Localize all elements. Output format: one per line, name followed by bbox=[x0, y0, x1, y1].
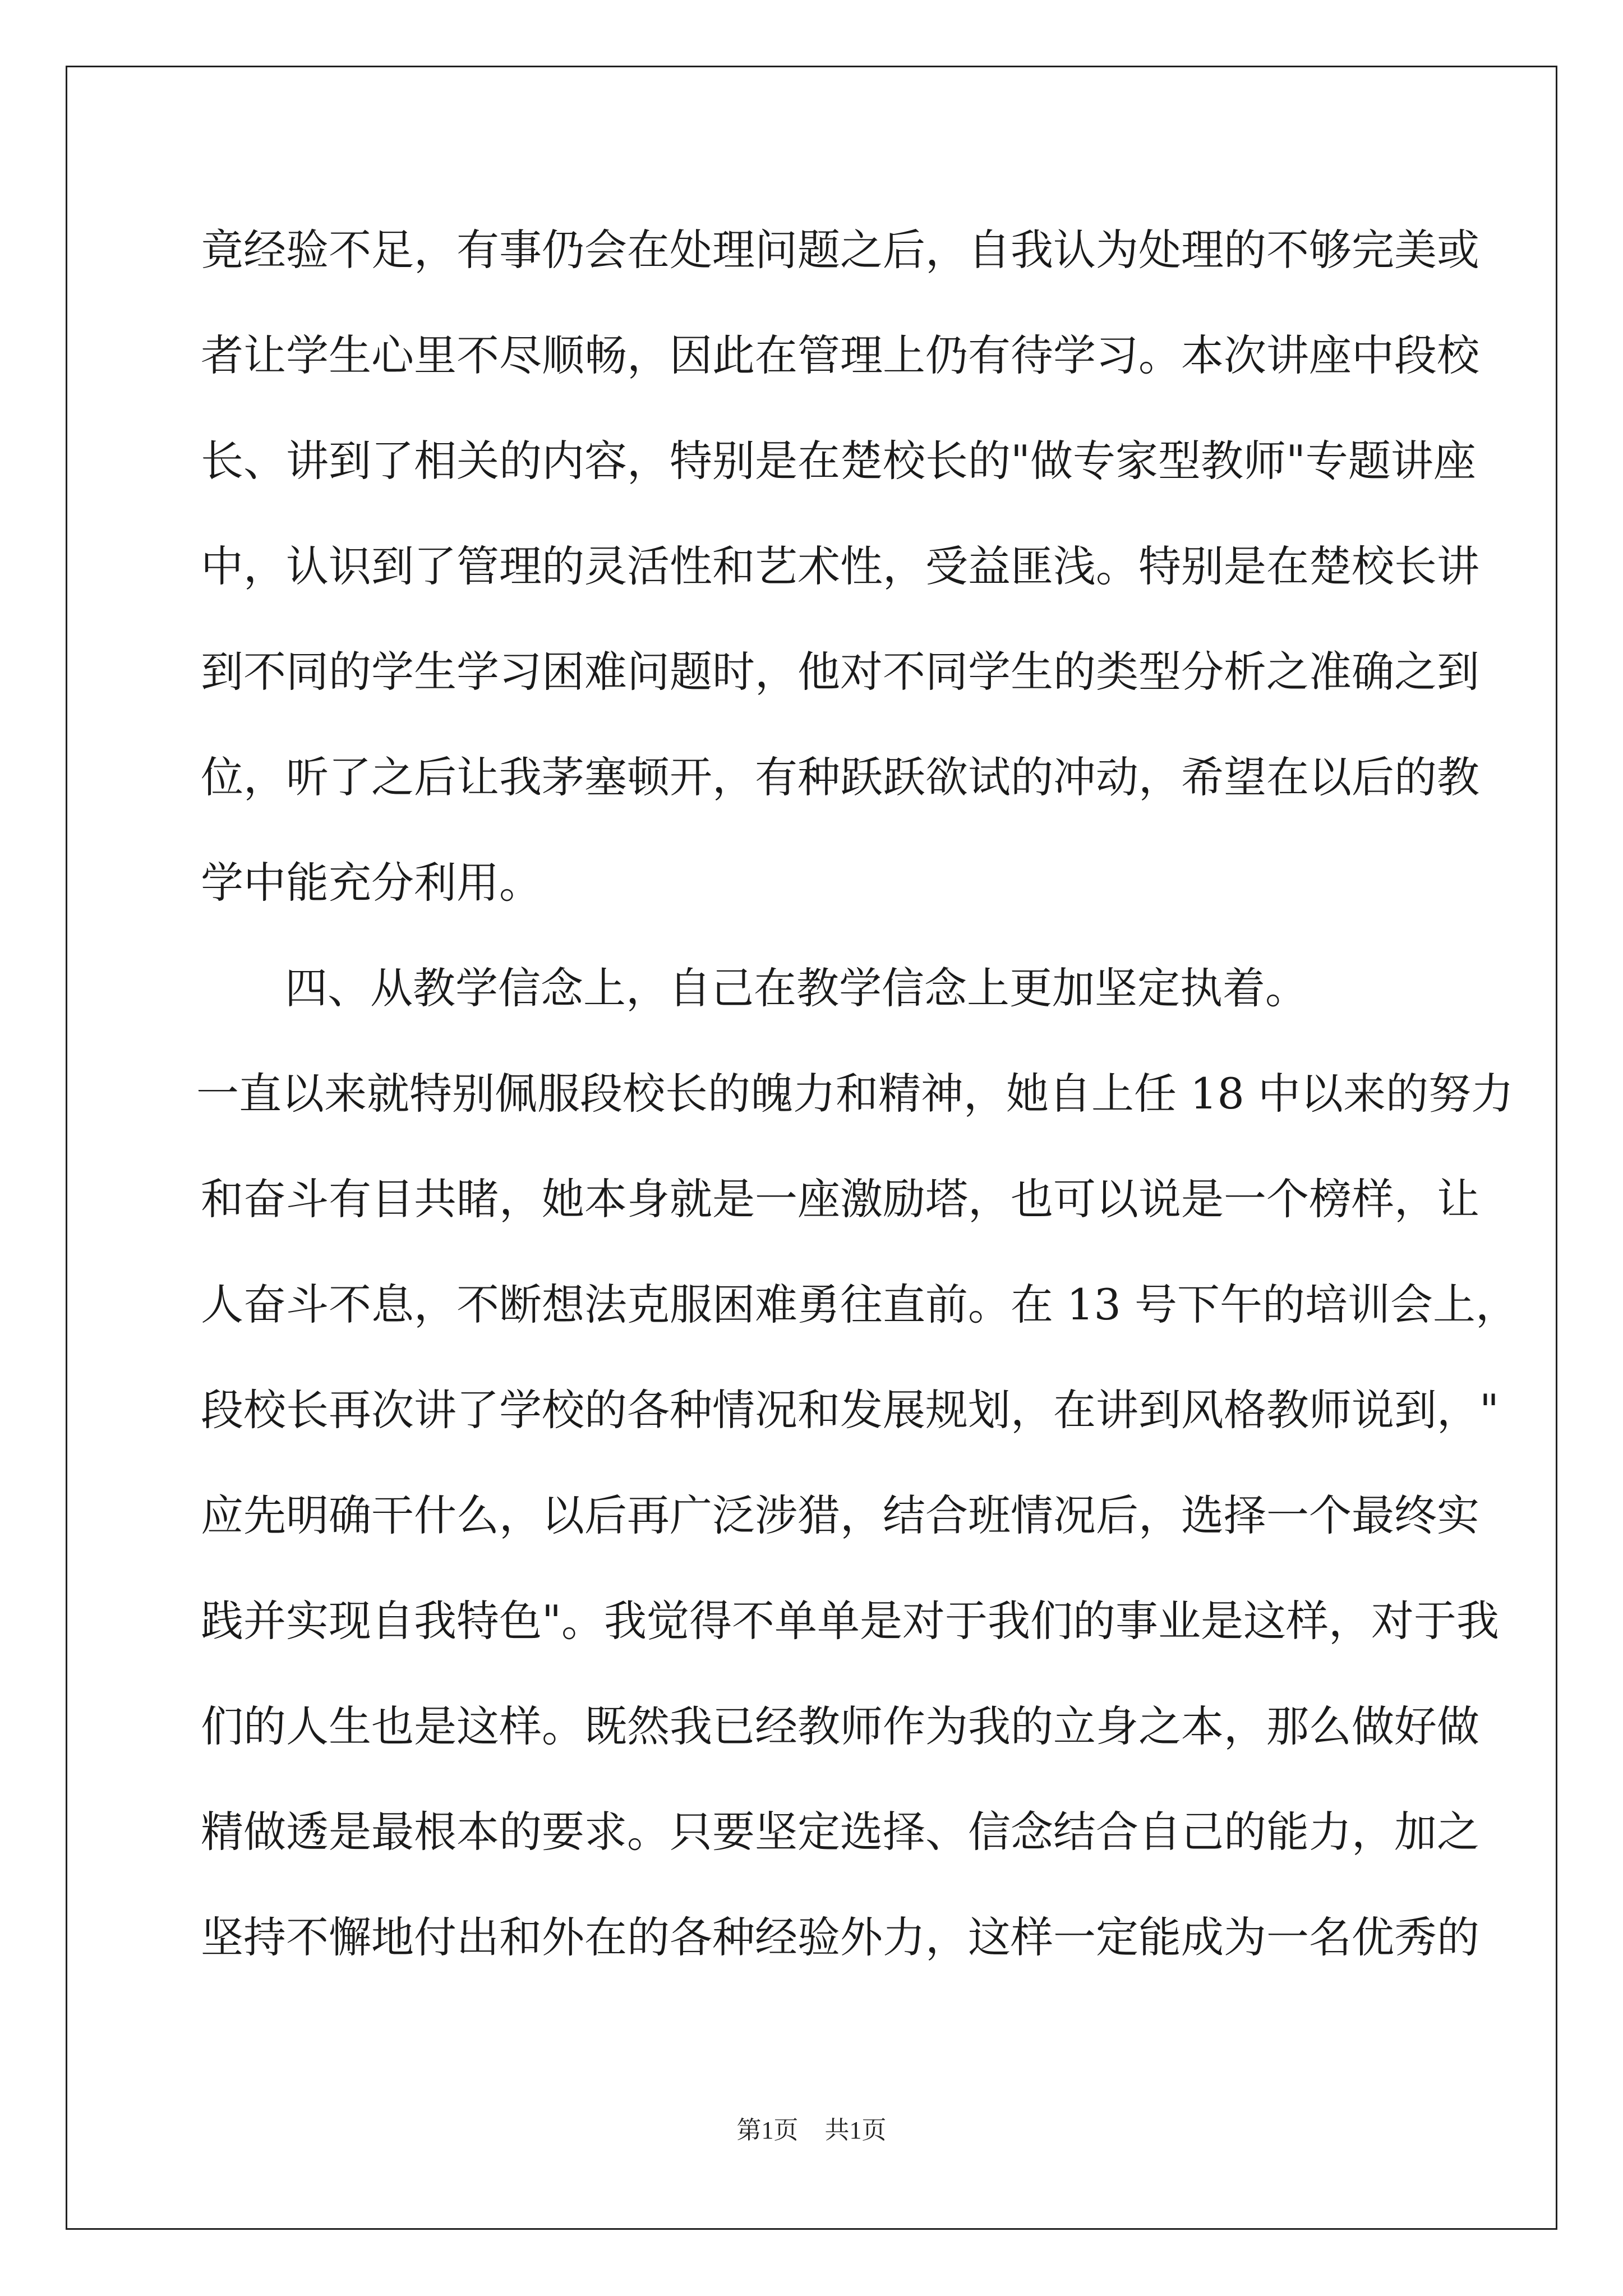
page-total: 共1页 bbox=[824, 2116, 887, 2144]
text-line: 们的人生也是这样。既然我已经教师作为我的立身之本，那么做好做 bbox=[201, 1701, 1479, 1751]
text-line: 竟经验不足，有事仍会在处理问题之后，自我认为处理的不够完美或 bbox=[201, 225, 1479, 275]
text-line: 坚持不懈地付出和外在的各种经验外力，这样一定能成为一名优秀的 bbox=[201, 1912, 1479, 1962]
text-line: 应先明确干什么，以后再广泛涉猎，结合班情况后，选择一个最终实 bbox=[201, 1490, 1479, 1540]
text-line: 人奋斗不息，不断想法克服困难勇往直前。在 13 号下午的培训会上， bbox=[201, 1280, 1519, 1329]
text-line: 段校长再次讲了学校的各种情况和发展规划，在讲到风格教师说到，" bbox=[201, 1385, 1499, 1435]
text-line: 位，听了之后让我茅塞顿开，有种跃跃欲试的冲动，希望在以后的教 bbox=[201, 752, 1479, 802]
text-line: 者让学生心里不尽顺畅，因此在管理上仍有待学习。本次讲座中段校 bbox=[201, 330, 1479, 380]
text-line: 和奋斗有目共睹，她本身就是一座激励塔，也可以说是一个榜样，让 bbox=[201, 1174, 1479, 1224]
text-line: 一直以来就特别佩服段校长的魄力和精神，她自上任 18 中以来的努力 bbox=[196, 1069, 1514, 1119]
text-line: 学中能充分利用。 bbox=[201, 858, 542, 908]
text-line: 精做透是最根本的要求。只要坚定选择、信念结合自己的能力，加之 bbox=[201, 1807, 1479, 1857]
page-footer bbox=[0, 2115, 1623, 2146]
text-line: 长、讲到了相关的内容，特别是在楚校长的"做专家型教师"专题讲座 bbox=[201, 436, 1476, 486]
text-line: 践并实现自我特色"。我觉得不单单是对于我们的事业是这样，对于我 bbox=[201, 1596, 1499, 1646]
section-heading: 四、从教学信念上，自己在教学信念上更加坚定执着。 bbox=[285, 963, 1308, 1013]
page-border bbox=[66, 66, 1557, 2230]
page-number: 第1页 bbox=[736, 2116, 799, 2144]
text-line: 中，认识到了管理的灵活性和艺术性，受益匪浅。特别是在楚校长讲 bbox=[201, 541, 1479, 591]
text-line: 到不同的学生学习困难问题时，他对不同学生的类型分析之准确之到 bbox=[201, 647, 1479, 697]
